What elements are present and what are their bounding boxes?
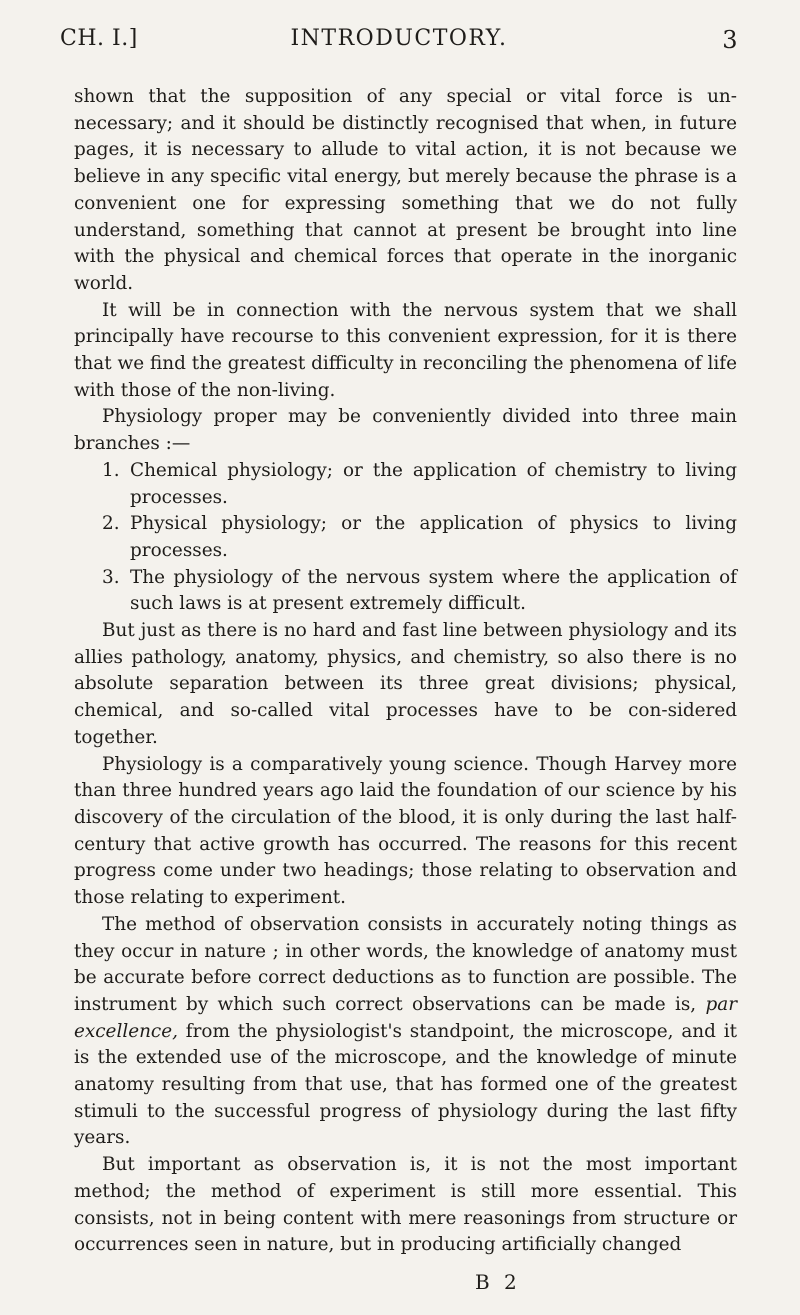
list-item (102, 458, 737, 511)
list-item (102, 511, 737, 564)
list-item-number: 3. (102, 566, 120, 588)
paragraph: Physiology proper may be conveniently divided into three main branches :— (74, 406, 737, 455)
paragraph-text: from the physiologist's standpoint, the microscope, and it is the extended use of the microscope, and the knowledge of minute anatomy resulting from that use, that has formed one of the greatest stimuli to the successful progress of physiology during the last fifty years. (74, 1020, 737, 1149)
list-item-text: The physiology of the nervous system where the application of such laws is at present extremely difficult. (130, 566, 737, 615)
paragraph: It will be in connection with the nervous system that we shall principally have recourse to this convenient expression, for it is there that we find the greatest difficulty in reconciling the phenomena of life with those of the non-living. (74, 299, 737, 401)
list-item-text: Chemical physiology; or the application of chemistry to living processes. (130, 459, 737, 508)
list-item-text: Physical physiology; or the application of physics to living processes. (130, 513, 737, 561)
paragraph-text: The method of observation consists in accurately noting things as they occur in nature ; in other words, the knowledge of anatomy must be accurate before correct deductions as to function are possible. The instrument by which such correct observations can be made is, (74, 913, 737, 1015)
page-number: 3 (722, 26, 738, 54)
list-item-number: 1. (102, 459, 120, 481)
running-title: INTRODUCTORY. (290, 26, 508, 51)
paragraph: shown that the supposition of any special or vital force is un-necessary; and it should be distinctly recognised that when, in future pages, it is necessary to allude to vital action, it is not because we believe in any specific vital energy, but merely because the phrase is a convenient one for expressing something that we do not fully understand, something that cannot at present be brought into line with the physical and chemical forces that operate in the inorganic world. (74, 86, 737, 294)
chapter-label: CH. I.] (60, 26, 138, 51)
paragraph (74, 912, 737, 1152)
italic-phrase: par excellence, (74, 993, 737, 1042)
running-header (60, 26, 738, 66)
paragraph: But just as there is no hard and fast line between physiology and its allies pathology, anatomy, physics, and chemistry, so also there is no absolute separation between its three great divisions; physical, chemical, and so-called vital processes have to be con-sidered together. (74, 620, 737, 748)
paragraph: Physiology is a comparatively young science. Though Harvey more than three hundred years ago laid the foundation of our science by his discovery of the circulation of the blood, it is only during the last half-century that active growth has occurred. The reasons for this recent progress come under two headings; those relating to observation and those relating to experiment. (74, 753, 737, 909)
signature-mark: B 2 (475, 1270, 521, 1294)
list-item-number: 2. (102, 513, 120, 535)
list-item (102, 565, 737, 618)
body-text (74, 84, 737, 1259)
paragraph: But important as observation is, it is not the most important method; the method of experiment is still more essential. This consists, not in being content with mere reasonings from structure or occurrences seen in nature, but in producing artificially changed (74, 1154, 737, 1256)
